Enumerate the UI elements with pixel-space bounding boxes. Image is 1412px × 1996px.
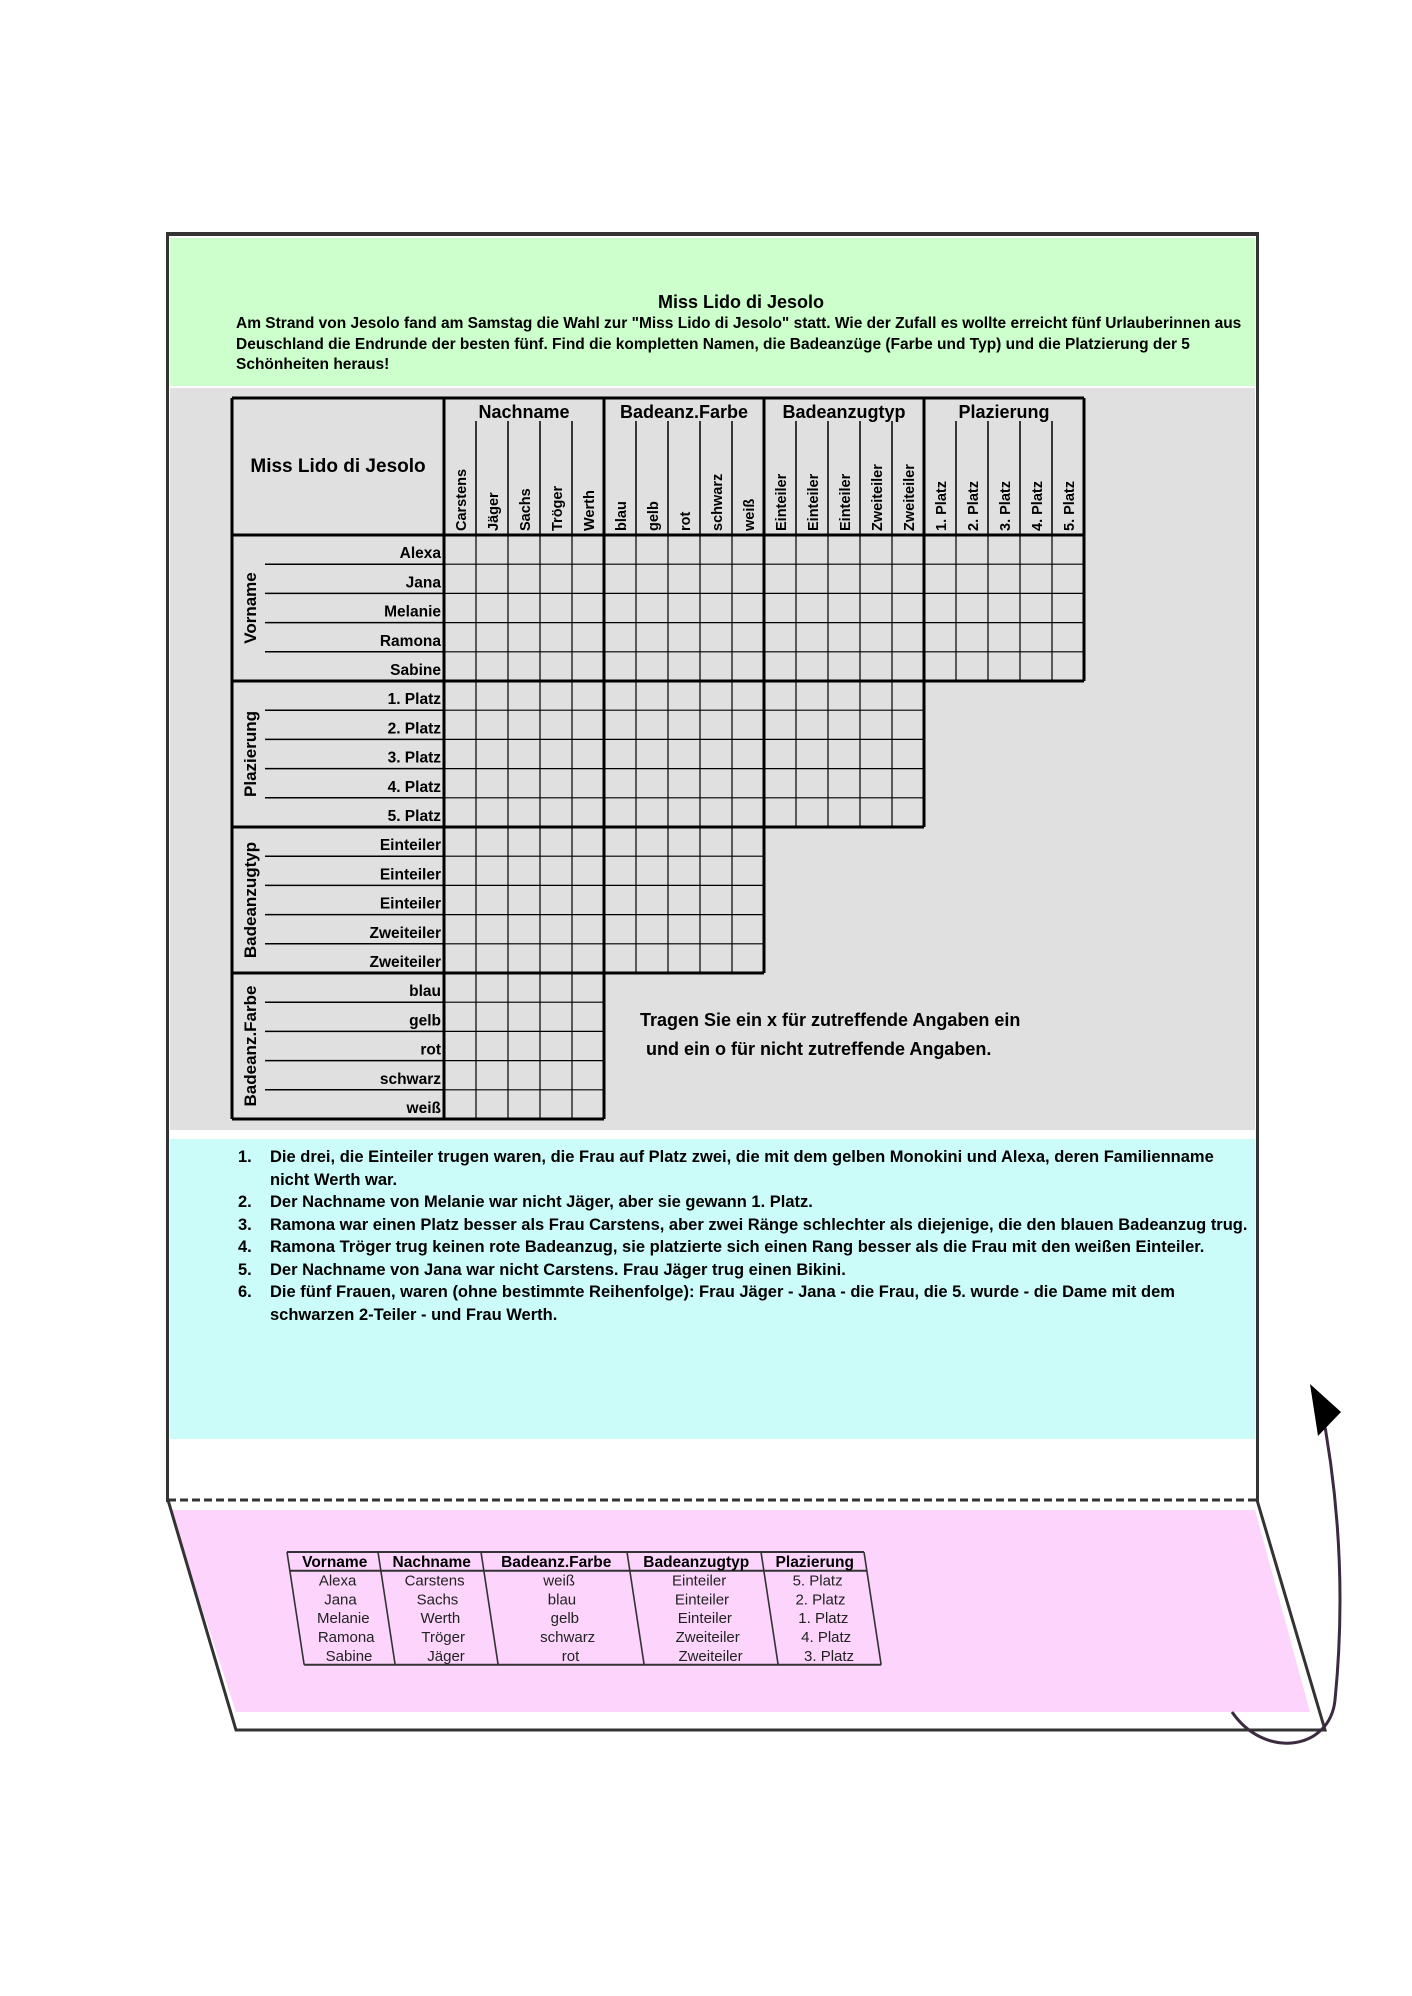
column-label: Werth [582,490,598,531]
clue-text: Der Nachname von Jana war nicht Carstens. Frau Jäger trug einen Bikini. [270,1260,846,1279]
clue-number: 1. [238,1148,252,1166]
solution-cell: Alexa [318,1572,357,1590]
solution-cell: Tröger [421,1629,465,1646]
column-group-title: Nachname [478,402,570,422]
row-group-title: Badeanzugtyp [241,841,260,959]
solution-cell: Jäger [427,1647,465,1665]
solution-cell: 2. Platz [795,1591,846,1609]
intro-text: Am Strand von Jesolo fand am Samstag die Wahl zur "Miss Lido di Jesolo" statt. Wie der Zufall es wollte erreicht fünf Urlauberinnen aus Deuschland die Endrunde der besten fünf. Find die kompletten Namen, die Badeanzüge (Farbe und Typ) und die Platzierung der 5 Schönheiten heraus! [236,315,1242,373]
row-label: weiß [406,1100,441,1117]
row-label: Melanie [384,603,441,621]
row-label: Ramona [379,632,441,650]
column-label: Carstens [454,468,470,531]
column-label: Sachs [518,488,534,531]
row-label: 5. Platz [387,808,441,825]
solution-cell: Einteiler [677,1610,732,1628]
column-label: Zweiteiler [902,464,918,531]
column-label: Einteiler [838,473,854,531]
solution-header: Vorname [302,1553,368,1571]
solution-cell: Carstens [404,1572,465,1590]
solution-cell: rot [561,1647,580,1665]
column-label: Einteiler [806,473,822,531]
solution-header: Badeanzugtyp [643,1553,750,1571]
solution-header: Nachname [392,1553,471,1571]
clue-text: Ramona Tröger trug keinen rote Badeanzug, sie platzierte sich einen Rang besser als die Frau mit den weißen Einteiler. [270,1238,1205,1256]
row-label: Alexa [399,545,441,563]
column-label: 2. Platz [966,481,982,531]
column-group-title: Badeanz.Farbe [619,402,749,422]
solution-cell: gelb [550,1610,580,1628]
solution-cell: 3. Platz [804,1647,855,1665]
row-label: Einteiler [379,866,441,884]
clue-number: 6. [238,1283,252,1301]
column-label: 1. Platz [934,481,950,531]
clue-text: Die fünf Frauen, waren (ohne bestimmte Reihenfolge): Frau Jäger - Jana - die Frau, die 5. wurde - die Dame mit dem schwarzen 2-Teiler - und Frau Werth. [270,1283,1175,1324]
grid-corner-title: Miss Lido di Jesolo [250,456,426,477]
solution-cell: Zweiteiler [675,1629,740,1646]
row-label: blau [409,983,441,1001]
column-label: Tröger [550,485,566,531]
row-group-title: Plazierung [241,711,260,797]
solution-cell: Sabine [325,1647,373,1665]
clue-number: 2. [238,1193,252,1211]
solution-cell: Jana [324,1591,357,1609]
row-label: Einteiler [379,895,441,913]
solution-cell: 5. Platz [792,1572,843,1590]
clue-text: Der Nachname von Melanie war nicht Jäger, aber sie gewann 1. Platz. [270,1193,813,1211]
solution-cell: Ramona [317,1629,375,1646]
column-label: schwarz [710,473,726,531]
instruction-line-1: Tragen Sie ein x für zutreffende Angaben ein [640,1010,1021,1030]
page-title: Miss Lido di Jesolo [657,292,825,312]
row-group-title: Vorname [241,572,260,644]
row-label: Einteiler [379,837,441,855]
column-group-title: Badeanzugtyp [782,402,906,422]
instruction-line-2: und ein o für nicht zutreffende Angaben. [646,1039,992,1059]
solution-cell: Zweiteiler [678,1647,743,1665]
row-label: Jana [405,574,441,592]
clue-number: 5. [238,1260,252,1279]
row-group-title: Badeanz.Farbe [241,985,260,1107]
column-label: blau [614,501,630,531]
column-label: 4. Platz [1030,481,1046,531]
column-label: gelb [646,501,662,531]
row-label: gelb [409,1012,441,1030]
solution-cell: 4. Platz [801,1629,852,1646]
clue-number: 4. [238,1238,252,1256]
row-label: 1. Platz [387,691,441,709]
solution-cell: 1. Platz [798,1610,849,1628]
solution-cell: Melanie [317,1610,370,1628]
row-label: 3. Platz [387,749,441,767]
clue-number: 3. [238,1215,252,1234]
row-label: schwarz [379,1070,441,1088]
row-label: Zweiteiler [369,954,441,971]
row-label: Sabine [390,662,441,679]
column-label: 5. Platz [1062,481,1078,531]
clue-text: Ramona war einen Platz besser als Frau Carstens, aber zwei Ränge schlechter als diejenige, die den blauen Badeanzug trug. [270,1215,1248,1234]
row-label: rot [420,1041,441,1059]
column-label: 3. Platz [998,481,1014,531]
row-label: 2. Platz [387,720,441,738]
clue-text: Die drei, die Einteiler trugen waren, die Frau auf Platz zwei, die mit dem gelben Monokini und Alexa, deren Familienname nicht Werth war. [270,1148,1214,1189]
column-group-title: Plazierung [958,402,1050,422]
solution-cell: schwarz [540,1629,596,1646]
solution-cell: Sachs [416,1591,459,1609]
solution-cell: blau [547,1591,577,1609]
solution-cell: Einteiler [674,1591,730,1609]
column-label: Einteiler [774,473,790,531]
solution-header: Plazierung [775,1553,854,1571]
row-label: 4. Platz [387,778,441,796]
solution-cell: weiß [543,1572,575,1590]
solution-cell: Einteiler [672,1572,727,1590]
column-label: Jäger [486,492,502,531]
row-label: Zweiteiler [369,924,441,942]
column-label: Zweiteiler [870,464,886,531]
solution-header: Badeanz.Farbe [501,1553,612,1571]
solution-cell: Werth [420,1610,461,1628]
column-label: weiß [742,498,758,531]
column-label: rot [678,511,694,531]
